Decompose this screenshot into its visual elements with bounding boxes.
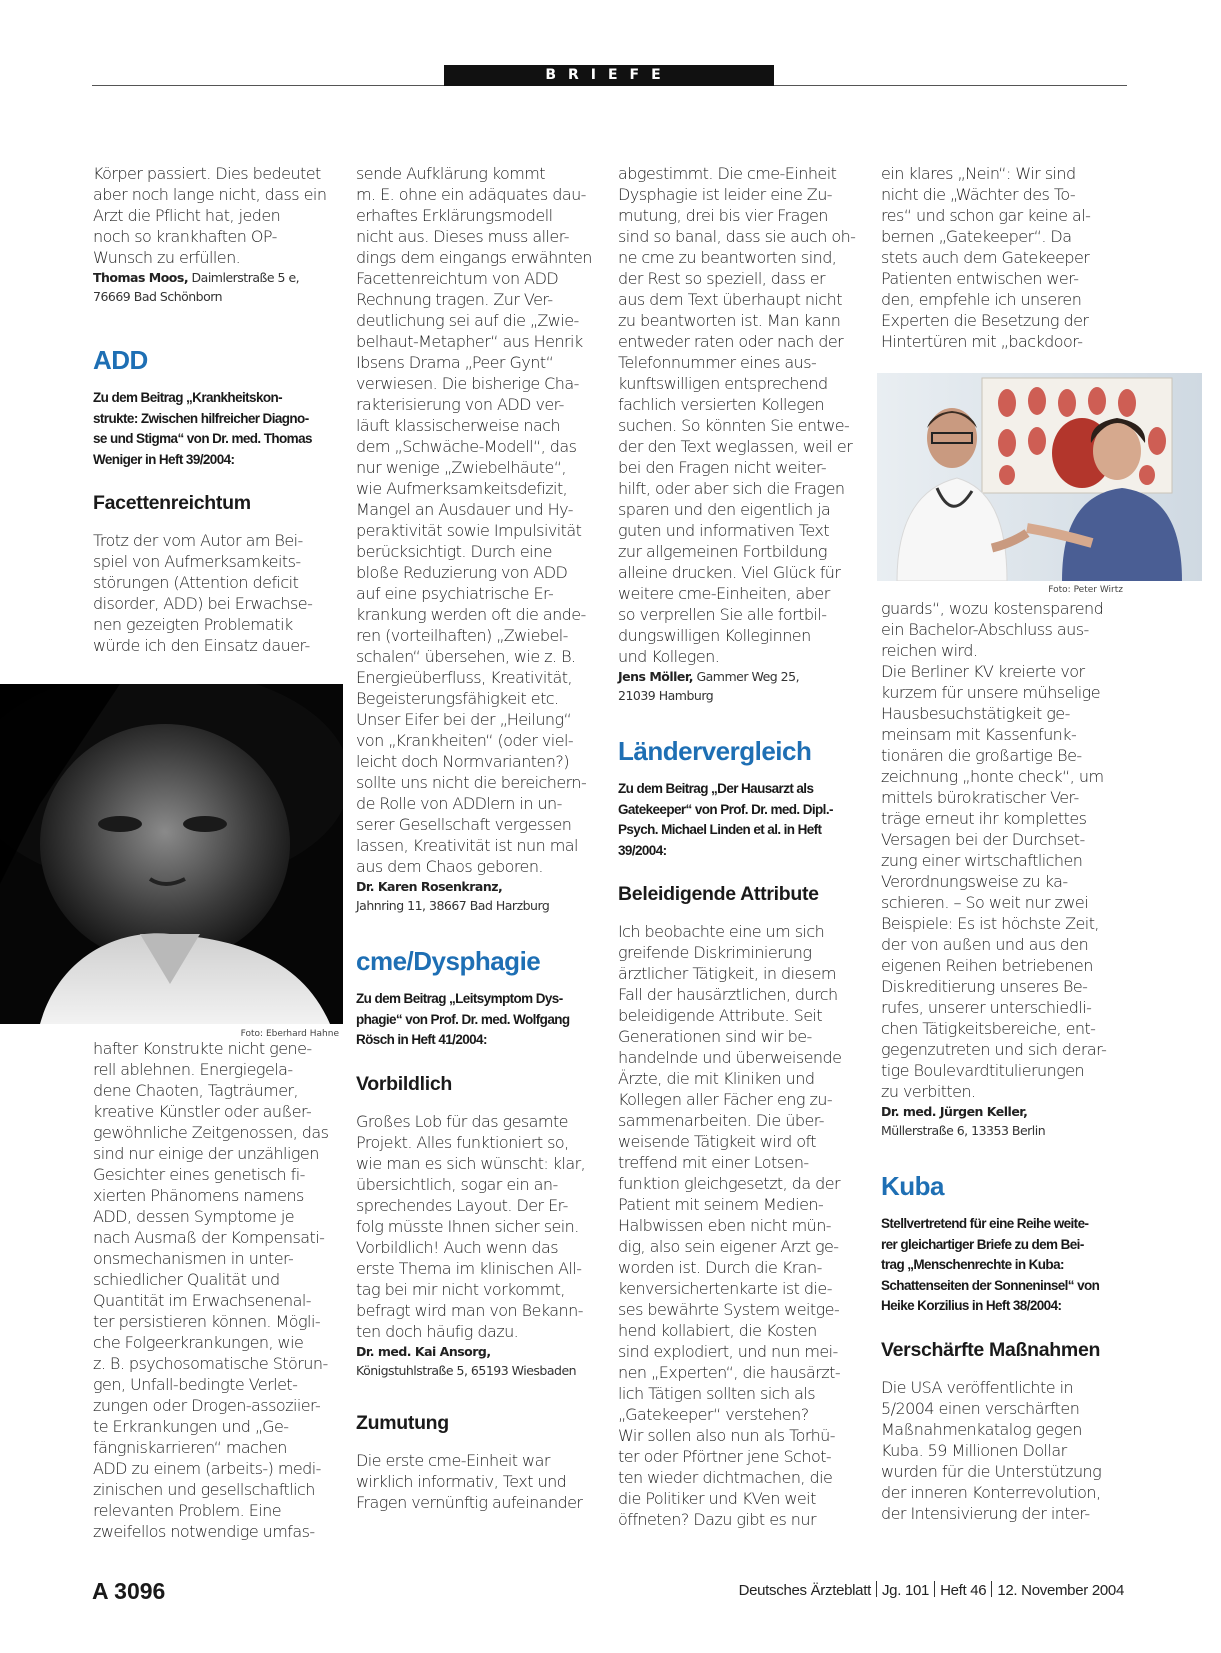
- column-2: [356, 163, 601, 1513]
- column-3: [618, 163, 863, 1530]
- column-1: [93, 163, 338, 656]
- column-4-continued: [881, 598, 1126, 1524]
- signature-name: Dr. med. Jürgen Keller,: [881, 1104, 1028, 1119]
- section-heading-add: ADD: [93, 345, 148, 375]
- signature-name: Dr. med. Kai Ansorg,: [356, 1343, 491, 1359]
- journal-info: [739, 1577, 1124, 1605]
- column-1-continued: [93, 1038, 338, 1542]
- article-reference: Stellvertretend für eine Reihe weite- rer gleichartiger Briefe zu dem Bei- trag „Menschenrechte in Kuba: Schattenseiten der Sonneninsel“ von Heike Korzilius in Heft 38/2004:: [881, 1216, 1100, 1313]
- letter-text: Körper passiert. Dies bedeutet aber noch lange nicht, dass ein Arzt die Pflicht hat, jeden noch so krankhaften OP- Wunsch zu erfüllen.: [93, 164, 327, 267]
- page-number: A 3096: [92, 1578, 166, 1604]
- signature-address: Königstuhlstraße 5, 65193 Wiesbaden: [356, 1362, 577, 1378]
- divider: [934, 1581, 935, 1597]
- section-label: BRIEFE: [444, 65, 774, 86]
- letter-title: Facettenreichtum: [93, 492, 251, 514]
- column-4: [881, 163, 1126, 352]
- letter-signature: [93, 268, 338, 306]
- journal-volume: Jg. 101: [881, 1582, 930, 1599]
- section-heading-cme: cme/Dysphagie: [356, 946, 541, 976]
- photo-credit: Foto: Peter Wirtz: [1048, 585, 1123, 595]
- letter-text: abgestimmt. Die cme-Einheit Dysphagie ist leider eine Zu- mutung, drei bis vier Fragen sind so banal, dass sie auch oh- ne cme zu beantworten sind, der Rest so speziell, dass er aus dem Text überhaupt nicht zu beantworten ist. Man kann entweder raten oder nach der Telefonnummer eines aus- kunftswilligen entsprechend fachlich versierten Kollegen suchen. So könnten Sie entwe- der den Text weglassen, weil er bei den Fragen nicht weiter- hilft, oder aber sich die Fragen sparen und den eigentlich ja guten und informativen Text zur allgemeinen Fortbildung alleine drucken. Viel Glück für weitere cme-Einheiten, aber so verprellen Sie alle fortbil- dungswilligen Kolleginnen und Kollegen.: [618, 164, 856, 666]
- section-heading-kuba: Kuba: [881, 1171, 944, 1201]
- doctor-patient-photo: [877, 373, 1202, 581]
- letter-text: Ich beobachte eine um sich greifende Diskriminierung ärztlicher Tätigkeit, in diesem Fall der hausärztlichen, durch beleidigende Attribute. Seit Generationen sind wir be- handelnde und überweisende Ärzte, die mit Kliniken und Kollegen aller Fächer eng zu- sammenarbeiten. Die über- weisende Tätigkeit wird oft treffend mit einer Lotsen- funktion gleichgesetzt, da der Patient mit seinem Medien- Halbwissen eben nicht mün- dig, also sein eigener Arzt ge- worden ist. Durch die Kran- kenversichertenkarte ist die- ses bewährte System weitge- hend kollabiert, die Kosten sind explodiert, und nun mei- nen „Experten“, die hausärzt- lich Tätigen sollten sich als „Gatekeeper“ verstehen? Wir sollen also nun als Torhü- ter oder Pförtner jene Schot- ten wieder dichtmachen, die die Politiker und KVen weit öffneten? Dazu gibt es nur: [618, 922, 842, 1529]
- article-reference: Zu dem Beitrag „Krankheitskon- strukte: Zwischen hilfreicher Diagno- se und Stigma“ von Dr. med. Thomas Weniger in Heft 39/2004:: [93, 390, 312, 467]
- letter-text: ein klares „Nein“: Wir sind nicht die „Wächter des To- res“ und schon gar keine al- bernen „Gatekeeper“. Da stets auch dem Gatekeeper Patienten entwischen wer- den, empfehle ich unseren Experten die Besetzung der Hintertüren mit „backdoor-: [881, 164, 1091, 351]
- letter-text: Die USA veröffentlichte in 5/2004 einen verschärften Maßnahmenkatalog gegen Kuba. 59 Millionen Dollar wurden für die Unterstützung der inneren Konterrevolution, der Intensivierung der inter-: [881, 1377, 1102, 1523]
- letter-signature: [618, 667, 863, 705]
- signature-address: Gammer Weg 25, 21039 Hamburg: [618, 669, 800, 703]
- article-reference: Zu dem Beitrag „Der Hausarzt als Gatekeeper“ von Prof. Dr. med. Dipl.- Psych. Michael Linden et al. in Heft 39/2004:: [618, 781, 833, 858]
- photo-credit: Foto: Eberhard Hahne: [240, 1029, 339, 1039]
- journal-name: Deutsches Ärzteblatt: [738, 1582, 871, 1599]
- letter-text: Großes Lob für das gesamte Projekt. Alles funktioniert so, wie man es sich wünscht: klar, übersichtlich, sogar ein an- sprechendes Layout. Der Er- folg müsste Ihnen sicher sein. Vorbildlich! Auch wenn das erste Thema im klinischen All- tag bei mir nicht vorkommt, befragt wird man von Bekann- ten doch häufig dazu.: [356, 1111, 586, 1341]
- portrait-photo: [0, 684, 343, 1024]
- letter-signature: [881, 1102, 1126, 1140]
- letter-text: Trotz der vom Autor am Bei- spiel von Aufmerksamkeits- störungen (Attention deficit disorder, ADD) bei Erwachse- nen gezeigten Problematik würde ich den Einsatz dauer-: [93, 531, 313, 655]
- divider: [876, 1581, 877, 1597]
- letter-text: guards“, wozu kostensparend ein Bachelor-Abschluss aus- reichen wird. Die Berliner KV kreierte vor kurzem für unsere mühselige Hausbesuchstätigkeit ge- meinsam mit Kassenfunk- tionären die großartige Be- zeichnung „honte check“, um mittels bürokratischer Ver- träge erneut ihr komplettes Versagen bei der Durchset- zung einer wirtschaftlichen Verordnungsweise zu ka- schieren. – So weit nur zwei Beispiele: Es ist höchste Zeit, der von außen und aus den eigenen Reihen betriebenen Diskreditierung unseres Be- rufes, unserer unterschiedli- chen Tätigkeitsbereiche, ent- gegenzutreten und sich derar- tige Boulevardtitulierungen zu verbitten.: [881, 599, 1107, 1101]
- signature-name: Thomas Moos,: [93, 270, 189, 285]
- signature-name: Dr. Karen Rosenkranz,: [356, 879, 503, 894]
- letter-title: Verschärfte Maßnahmen: [881, 1338, 1101, 1361]
- journal-date: 12. November 2004: [997, 1582, 1124, 1599]
- section-heading-laendervergleich: Ländervergleich: [618, 736, 812, 766]
- letter-title: Vorbildlich: [356, 1072, 453, 1095]
- signature-name: Jens Möller,: [618, 669, 693, 684]
- letter-signature: [356, 877, 601, 915]
- article-reference: Zu dem Beitrag „Leitsymptom Dys- phagie“ von Prof. Dr. med. Wolfgang Rösch in Heft 41/2004:: [356, 991, 570, 1047]
- journal-issue: Heft 46: [940, 1582, 987, 1599]
- signature-address: Jahnring 11, 38667 Bad Harzburg: [356, 898, 550, 913]
- letter-text: sende Aufklärung kommt m. E. ohne ein adäquates dau- erhaftes Erklärungsmodell nicht aus. Dieses muss aller- dings dem eingangs erwähnten Facettenreichtum von ADD Rechnung tragen. Zur Ver- deutlichung sei auf die „Zwie- belhaut-Metapher“ aus Henrik Ibsens Drama „Peer Gynt“ verwiesen. Die bisherige Cha- rakterisierung von ADD ver- läuft klassischerweise nach dem „Schwäche-Modell“, das nur wenige „Zwiebelhäute“, wie Aufmerksamkeitsdefizit, Mangel an Ausdauer und Hy- peraktivität sowie Impulsivität berücksichtigt. Durch eine bloße Reduzierung von ADD auf eine psychiatrische Er- krankung werden oft die ande- ren (vorteilhaften) „Zwiebel- schalen“ übersehen, wie z. B. Energieüberfluss, Kreativität, Begeisterungsfähigkeit etc. Unser Eifer bei der „Heilung“ von „Krankheiten“ (oder viel- leicht doch Normvarianten?) sollte uns nicht die bereichern- de Rolle von ADDlern in un- serer Gesellschaft vergessen lassen, Kreativität ist nun mal aus dem Chaos geboren.: [356, 164, 592, 876]
- letter-title: Beleidigende Attribute: [618, 883, 819, 905]
- letter-text: hafter Konstrukte nicht gene- rell ablehnen. Energiegela- dene Chaoten, Tagträumer, kreative Künstler oder außer- gewöhnliche Zeitgenossen, das sind nur einige der unzähligen Gesichter eines genetisch fi- xierten Phänomens namens ADD, dessen Symptome je nach Ausmaß der Kompensati- onsmechanismen in unter- schiedlicher Qualität und Quantität im Erwachsenenal- ter persistieren können. Mögli- che Folgeerkrankungen, wie z. B. psychosomatische Störun- gen, Unfall-bedingte Verlet- zungen oder Drogen-assoziier- te Erkrankungen und „Ge- fängniskarrieren“ machen ADD zu einem (arbeits-) medi- zinischen und gesellschaftlich relevanten Problem. Eine zweifellos notwendige umfas-: [93, 1039, 329, 1541]
- divider: [991, 1581, 992, 1597]
- letter-signature: [356, 1342, 601, 1380]
- signature-address: Daimlerstraße 5 e, 76669 Bad Schönborn: [93, 270, 300, 304]
- signature-address: Müllerstraße 6, 13353 Berlin: [881, 1123, 1046, 1138]
- letter-text: Die erste cme-Einheit war wirklich informativ, Text und Fragen vernünftig aufeinander: [356, 1450, 583, 1512]
- letter-title: Zumutung: [356, 1411, 449, 1434]
